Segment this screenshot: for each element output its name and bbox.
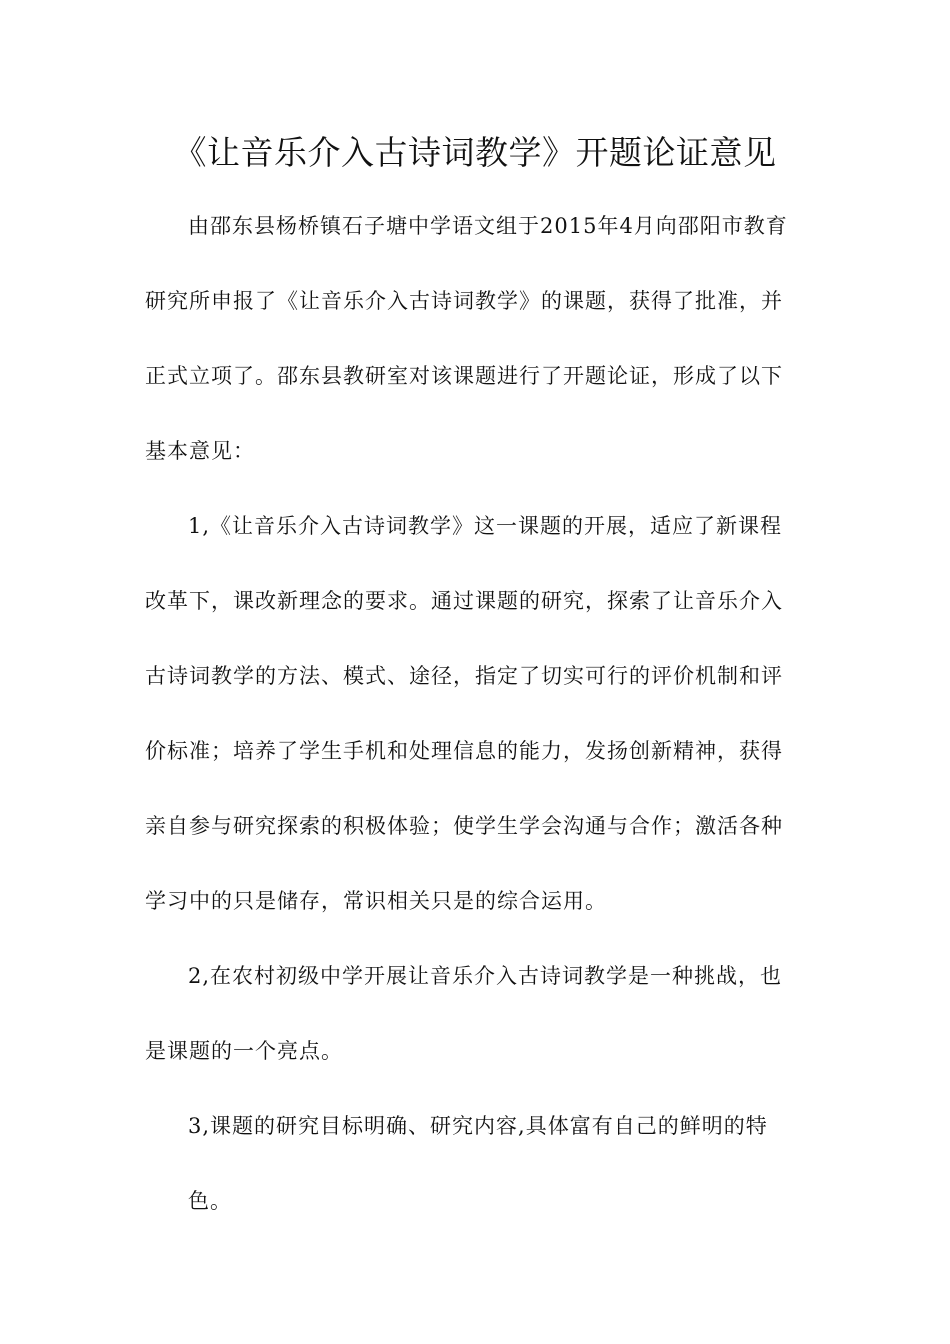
paragraph-2-line-2: 改革下，课改新理念的要求。通过课题的研究，探索了让音乐介入 xyxy=(145,589,783,613)
paragraph-3-line-1: 2,在农村初级中学开展让音乐介入古诗词教学是一种挑战，也 xyxy=(188,964,783,988)
paragraph-4-line-1: 3,课题的研究目标明确、研究内容,具体富有自己的鲜明的特 xyxy=(188,1114,768,1138)
paragraph-1-line-2: 研究所申报了《让音乐介入古诗词教学》的课题，获得了批准，并 xyxy=(145,289,783,313)
paragraph-4-line-2: 色。 xyxy=(188,1189,232,1213)
paragraph-1-line-1: 由邵东县杨桥镇石子塘中学语文组于2015年4月向邵阳市教育 xyxy=(188,214,788,238)
paragraph-3-line-2: 是课题的一个亮点。 xyxy=(145,1039,343,1063)
paragraph-1-line-4: 基本意见： xyxy=(145,439,255,463)
document-title: 《让音乐介入古诗词教学》开题论证意见 xyxy=(173,133,777,172)
paragraph-1-line-3: 正式立项了。邵东县教研室对该课题进行了开题论证，形成了以下 xyxy=(145,364,783,388)
paragraph-2-line-1: 1,《让音乐介入古诗词教学》这一课题的开展，适应了新课程 xyxy=(188,514,783,538)
paragraph-2-line-3: 古诗词教学的方法、模式、途径，指定了切实可行的评价机制和评 xyxy=(145,664,783,688)
paragraph-2-line-5: 亲自参与研究探索的积极体验；使学生学会沟通与合作；激活各种 xyxy=(145,814,783,838)
paragraph-2-line-4: 价标准；培养了学生手机和处理信息的能力，发扬创新精神，获得 xyxy=(145,739,783,763)
paragraph-2-line-6: 学习中的只是储存，常识相关只是的综合运用。 xyxy=(145,889,607,913)
